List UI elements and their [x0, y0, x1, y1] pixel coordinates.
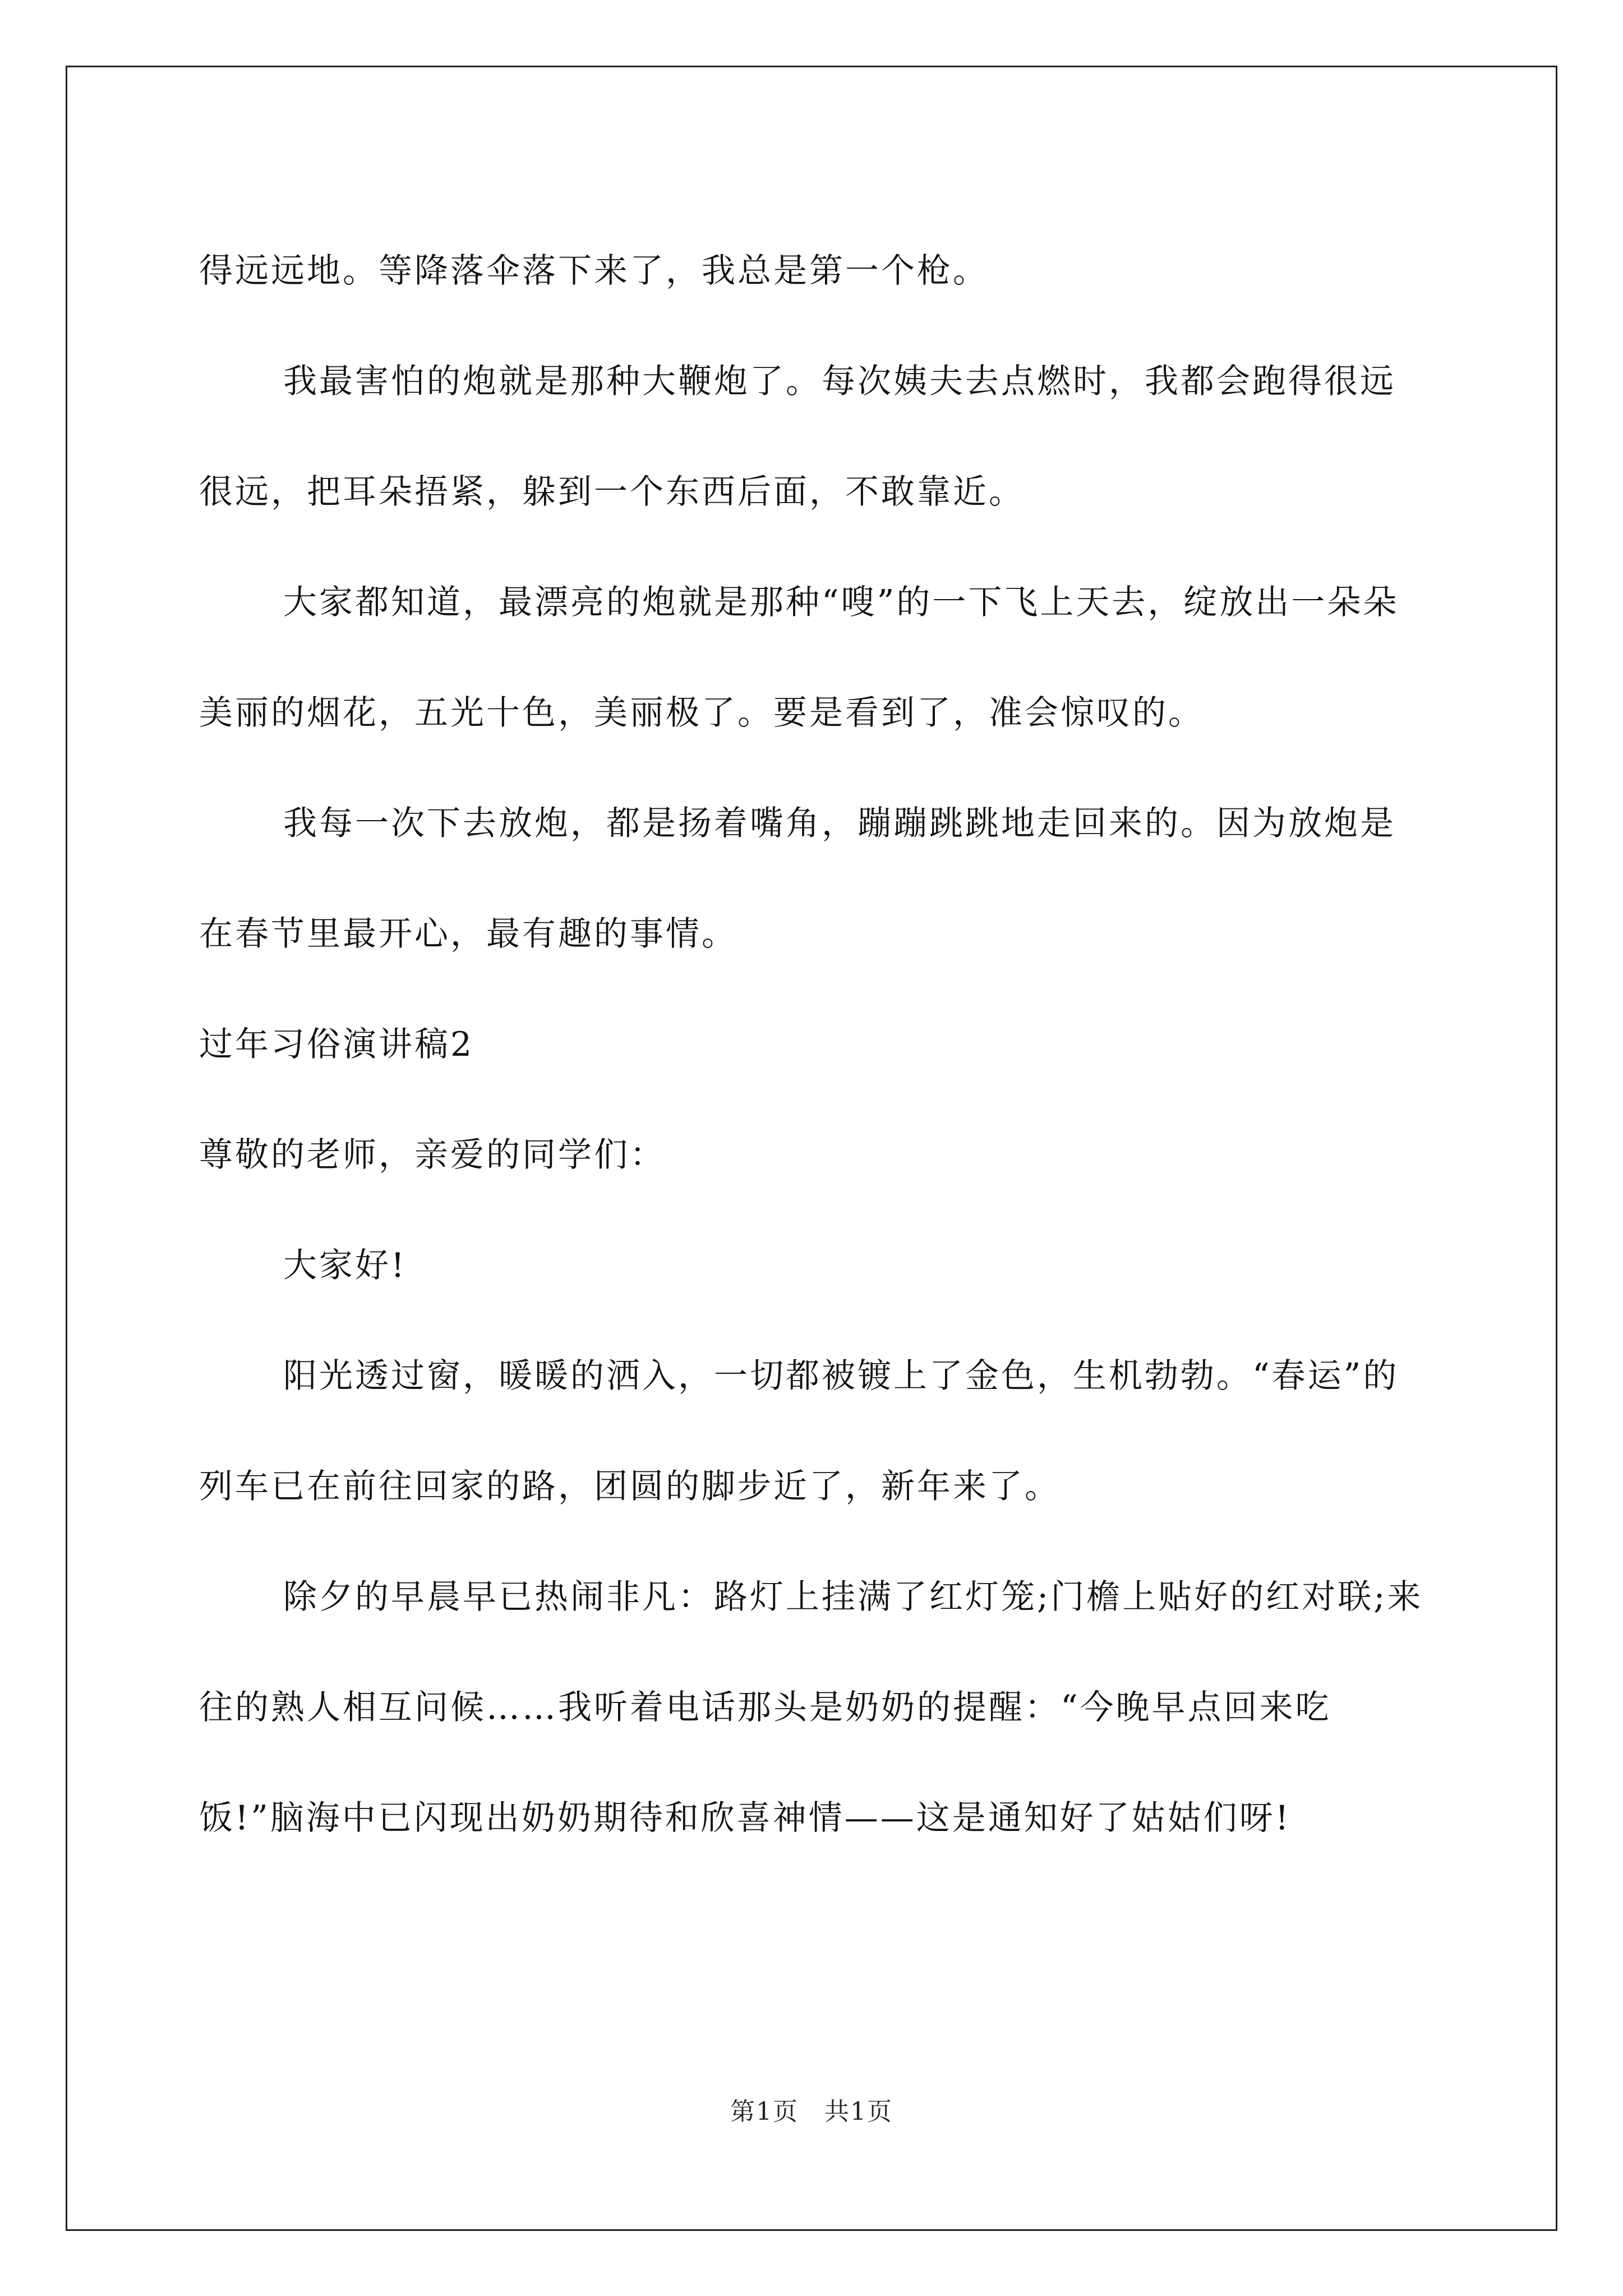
- paragraph: 得远远地。等降落伞落下来了，我总是第一个枪。: [199, 251, 989, 291]
- salutation: 尊敬的老师，亲爱的同学们：: [199, 1135, 666, 1175]
- paragraph: 除夕的早晨早已热闹非凡：路灯上挂满了红灯笼;门檐上贴好的红对联;来往的熟人相互问候……我听着电话那头是奶奶的提醒：“今晚早点回来吃饭!”脑海中已闪现出奶奶期待和欣喜神情——这是通知好了姑姑们呀!: [199, 1577, 1423, 1838]
- paragraph: 我每一次下去放炮，都是扬着嘴角，蹦蹦跳跳地走回来的。因为放炮是在春节里最开心，最有趣的事情。: [199, 804, 1396, 954]
- page-number: 第1页 共1页: [730, 2097, 893, 2126]
- paragraph: 大家都知道，最漂亮的炮就是那种“嗖”的一下飞上天去，绽放出一朵朵美丽的烟花，五光十色，美丽极了。要是看到了，准会惊叹的。: [199, 583, 1399, 733]
- document-body: [199, 216, 1427, 1874]
- greeting: 大家好!: [283, 1246, 407, 1285]
- paragraph: 我最害怕的炮就是那种大鞭炮了。每次姨夫去点燃时，我都会跑得很远很远，把耳朵捂紧，躲到一个东西后面，不敢靠近。: [199, 362, 1396, 512]
- paragraph: 阳光透过窗，暖暖的洒入，一切都被镀上了金色，生机勃勃。“春运”的列车已在前往回家的路，团圆的脚步近了，新年来了。: [199, 1356, 1399, 1506]
- section-heading: 过年习俗演讲稿2: [199, 1025, 474, 1064]
